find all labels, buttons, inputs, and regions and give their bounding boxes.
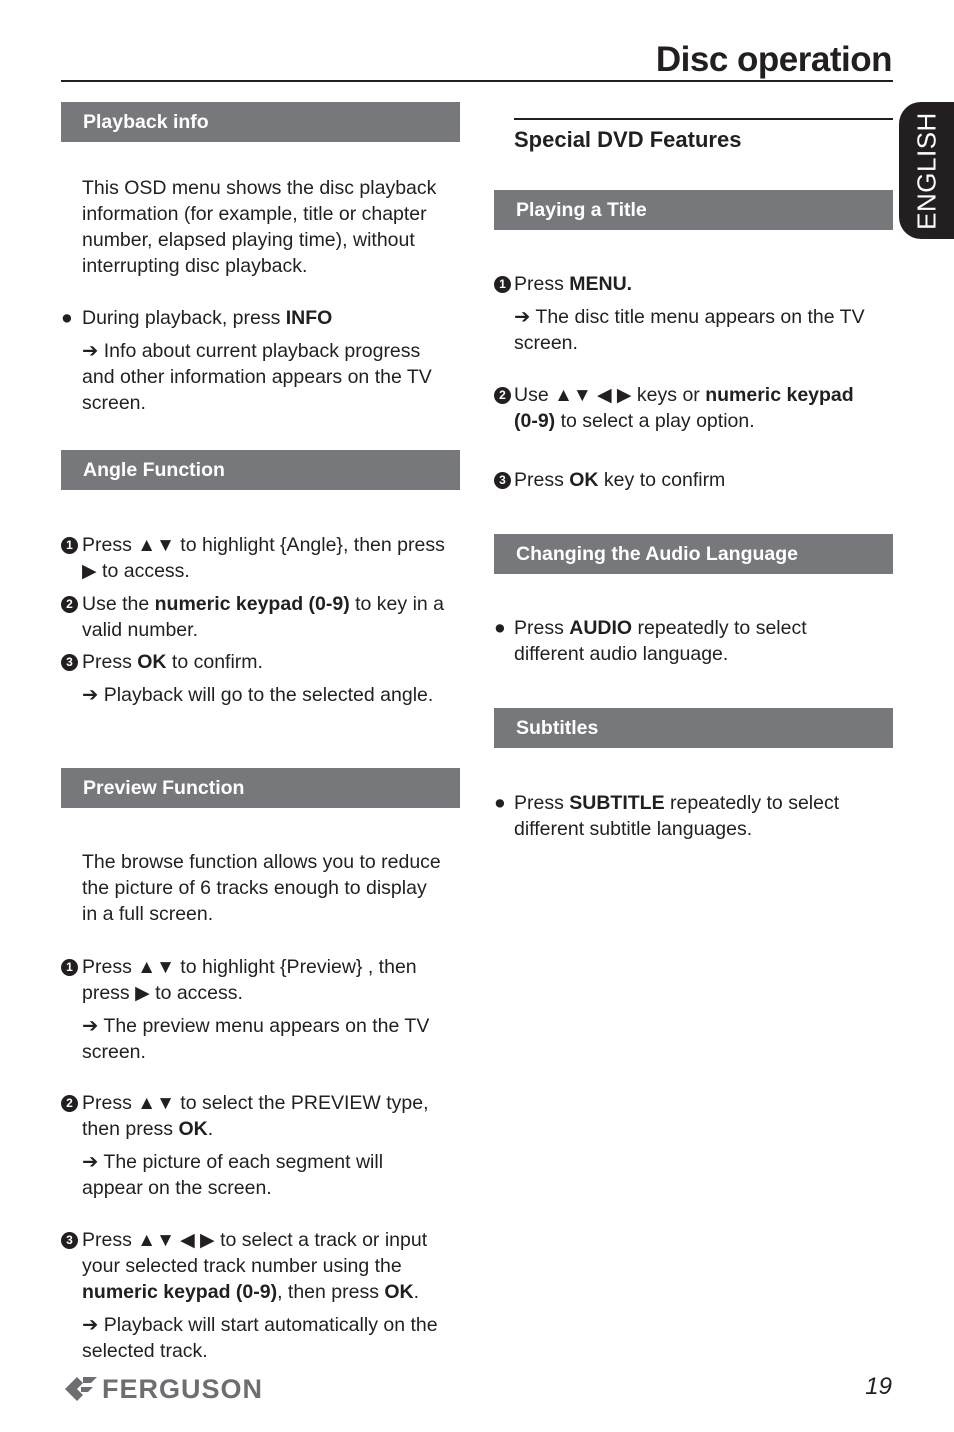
step-text: During playback, press: [82, 307, 286, 329]
result-text: Playback will go to the selected angle.: [103, 684, 434, 706]
subheading-special-dvd-features: Special DVD Features: [514, 127, 742, 152]
step-instruction: [82, 558, 190, 585]
step-instruction: [82, 649, 263, 675]
step-number-icon: 2: [61, 1095, 78, 1112]
step-instruction: [514, 408, 755, 434]
section-heading-playing-a-title: Playing a Title: [494, 190, 893, 230]
step-text: Use the: [82, 593, 155, 615]
arrow-right-icon: ➔: [82, 340, 99, 362]
step-text: .: [413, 1281, 420, 1303]
step-text: to access.: [96, 560, 190, 582]
step-number-icon: 1: [61, 959, 78, 976]
step-text: Press: [514, 792, 570, 814]
paragraph-line: the picture of 6 tracks enough to display: [82, 877, 427, 899]
language-tab-label: ENGLISH: [911, 111, 941, 230]
page-number: 19: [865, 1373, 892, 1400]
result-line: [82, 1149, 383, 1175]
step-instruction: [514, 382, 854, 409]
key-name: MENU.: [569, 273, 633, 295]
step-number-icon: 2: [494, 387, 511, 404]
paragraph-line: in a full screen.: [82, 903, 214, 925]
step-text: to access.: [149, 982, 243, 1004]
bullet-icon: ●: [494, 792, 506, 814]
step-number-icon: 3: [61, 654, 78, 671]
step-text: , then press: [277, 1281, 385, 1303]
result-text: Info about current playback progress: [103, 340, 421, 362]
section-heading-playback-info: Playback info: [61, 102, 460, 142]
step-instruction: [514, 271, 632, 297]
step-text: Press: [514, 273, 570, 295]
step-instruction: [514, 790, 839, 816]
result-line: screen.: [514, 332, 578, 354]
key-name: AUDIO: [569, 617, 633, 639]
step-text: Press: [82, 651, 138, 673]
result-line: [82, 1013, 429, 1039]
step-text: then press: [82, 1118, 179, 1140]
language-tab: [899, 102, 954, 239]
result-text: The preview menu appears on the TV: [103, 1015, 430, 1037]
step-number-icon: 3: [61, 1232, 78, 1249]
step-instruction: [82, 305, 332, 331]
step-text: to highlight {Preview} , then: [174, 956, 417, 978]
step-number-icon: 3: [494, 472, 511, 489]
result-line: [514, 304, 865, 330]
up-down-arrows-icon: ▲▼: [137, 1093, 175, 1114]
up-down-arrows-icon: ▲▼: [137, 957, 175, 978]
section-heading-preview-function: Preview Function: [61, 768, 460, 808]
paragraph-line: number, elapsed playing time), without: [82, 229, 415, 251]
step-instruction: [82, 532, 445, 559]
step-instruction: [82, 1090, 429, 1117]
brand-logo: [63, 1373, 263, 1405]
step-text: Press: [514, 469, 570, 491]
key-name: OK: [178, 1118, 208, 1140]
step-text: key to confirm: [598, 469, 726, 491]
step-number-icon: 1: [61, 537, 78, 554]
step-text: keys or: [631, 384, 706, 406]
step-text: press: [82, 982, 136, 1004]
paragraph-line: This OSD menu shows the disc playback: [82, 177, 437, 199]
result-line: [82, 682, 433, 708]
result-line: selected track.: [82, 1340, 208, 1362]
result-line: and other information appears on the TV: [82, 366, 432, 388]
step-instruction: [514, 467, 725, 493]
arrow-right-icon: ➔: [82, 1314, 99, 1336]
key-name: (0-9): [514, 410, 556, 432]
paragraph-line: information (for example, title or chapter: [82, 203, 427, 225]
key-name: OK: [384, 1281, 414, 1303]
key-name: numeric keypad (0-9): [154, 593, 350, 615]
subheading-rule: [514, 118, 893, 120]
step-text: Press: [82, 534, 138, 556]
bullet-icon: ●: [494, 617, 506, 639]
result-text: Playback will start automatically on the: [103, 1314, 438, 1336]
step-text: repeatedly to select: [664, 792, 840, 814]
step-text: to highlight {Angle}, then press: [174, 534, 445, 556]
step-instruction: [82, 1116, 213, 1142]
step-instruction: [82, 954, 417, 981]
step-text: Press: [82, 956, 138, 978]
result-line: [82, 1312, 438, 1338]
up-down-arrows-icon: ▲▼: [137, 535, 175, 556]
brand-name: FERGUSON: [102, 1373, 264, 1404]
step-text: to select the PREVIEW type,: [174, 1092, 429, 1114]
direction-arrows-icon: ▲▼ ◀ ▶: [137, 1230, 215, 1251]
page-title: Disc operation: [655, 40, 892, 79]
step-text: to confirm.: [166, 651, 263, 673]
step-text: to select a track or input: [214, 1229, 428, 1251]
step-instruction: your selected track number using the: [82, 1255, 402, 1277]
step-instruction: different subtitle languages.: [514, 818, 753, 840]
direction-arrows-icon: ▲▼ ◀ ▶: [554, 385, 632, 406]
play-arrow-icon: ▶: [135, 983, 150, 1004]
step-number-icon: 2: [61, 596, 78, 613]
key-name: SUBTITLE: [569, 792, 665, 814]
key-name: INFO: [285, 307, 333, 329]
section-heading-angle-function: Angle Function: [61, 450, 460, 490]
arrow-right-icon: ➔: [82, 1015, 99, 1037]
step-number-icon: 1: [494, 276, 511, 293]
paragraph-line: The browse function allows you to reduce: [82, 851, 441, 873]
arrow-right-icon: ➔: [82, 684, 99, 706]
section-heading-audio-language: Changing the Audio Language: [494, 534, 893, 574]
key-name: numeric keypad: [705, 384, 854, 406]
step-text: repeatedly to select: [632, 617, 807, 639]
step-instruction: [82, 1227, 427, 1254]
result-text: The picture of each segment will: [103, 1151, 384, 1173]
play-arrow-icon: ▶: [82, 561, 97, 582]
step-text: Press: [82, 1092, 138, 1114]
key-name: OK: [137, 651, 167, 673]
step-text: Press: [514, 617, 570, 639]
paragraph-line: interrupting disc playback.: [82, 255, 308, 277]
step-instruction: [514, 615, 807, 641]
step-instruction: [82, 1279, 419, 1305]
section-heading-subtitles: Subtitles: [494, 708, 893, 748]
key-name: OK: [569, 469, 599, 491]
result-line: appear on the screen.: [82, 1177, 272, 1199]
step-text: to key in a: [349, 593, 445, 615]
arrow-right-icon: ➔: [82, 1151, 99, 1173]
step-text: Press: [82, 1229, 138, 1251]
step-text: Use: [514, 384, 555, 406]
result-text: The disc title menu appears on the TV: [535, 306, 865, 328]
step-instruction: valid number.: [82, 619, 198, 641]
step-instruction: different audio language.: [514, 643, 729, 665]
step-text: .: [207, 1118, 214, 1140]
title-rule: [61, 80, 893, 82]
arrow-right-icon: ➔: [514, 306, 531, 328]
step-text: to select a play option.: [555, 410, 755, 432]
result-line: screen.: [82, 392, 146, 414]
key-name: numeric keypad (0-9): [82, 1281, 278, 1303]
result-line: screen.: [82, 1041, 146, 1063]
step-instruction: [82, 980, 243, 1007]
result-line: [82, 338, 420, 364]
brand-mark-icon: [63, 1375, 99, 1403]
bullet-icon: ●: [61, 307, 73, 329]
step-instruction: [82, 591, 444, 617]
